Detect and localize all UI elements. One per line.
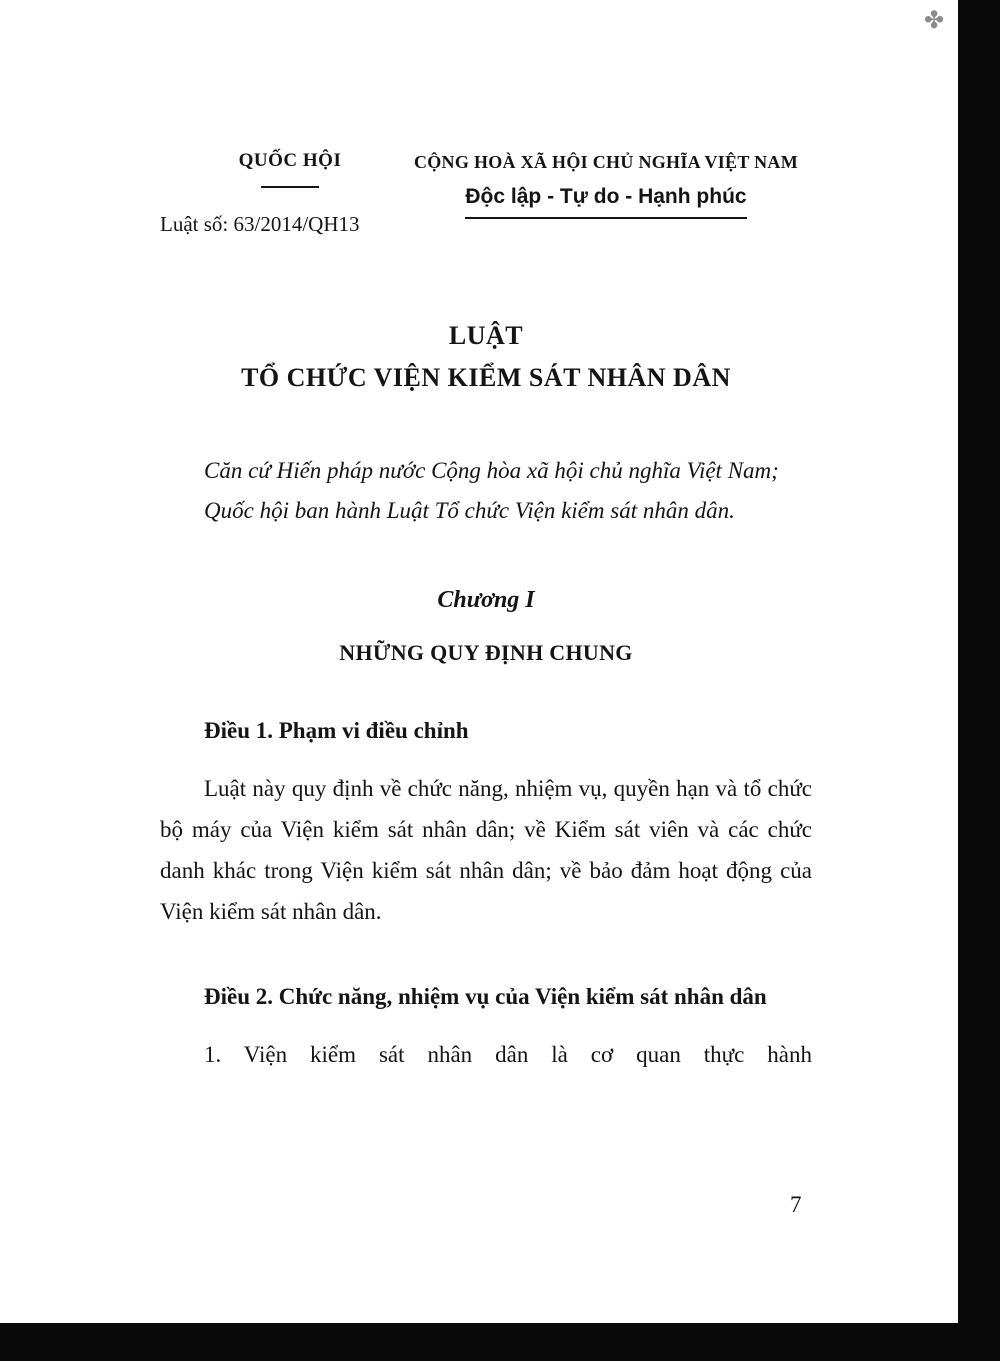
flower-ornament-icon: ✤: [924, 6, 945, 34]
scan-edge-bottom: [0, 1323, 1000, 1361]
preamble: [160, 451, 812, 531]
page-number: 7: [790, 1192, 802, 1217]
scan-edge-right: [958, 0, 1000, 1361]
law-number: Luật số: 63/2014/QH13: [160, 212, 360, 236]
agency-divider-rule: [261, 186, 319, 188]
law-title: [160, 315, 812, 399]
agency-block: [190, 150, 390, 188]
law-title-line1: LUẬT: [448, 321, 524, 350]
article-1-body: Luật này quy định về chức năng, nhiệm vụ, quyền hạn và tổ chức bộ máy của Viện kiểm sát nhân dân; về Kiểm sát viên và các chức danh khác trong Viện kiểm sát nhân dân; về bảo đảm hoạt động của Viện kiểm sát nhân dân.: [160, 776, 812, 924]
law-title-line2: TỔ CHỨC VIỆN KIỂM SÁT NHÂN DÂN: [241, 363, 731, 392]
header-right-column: [400, 150, 812, 219]
national-header: [160, 150, 812, 237]
article-1-heading: Điều 1. Phạm vi điều chỉnh: [204, 718, 469, 743]
header-left-column: [160, 150, 400, 237]
chapter-title: NHỮNG QUY ĐỊNH CHUNG: [339, 640, 633, 665]
national-motto: Độc lập - Tự do - Hạnh phúc: [465, 185, 746, 219]
page-content: [160, 150, 812, 1075]
country-name: CỘNG HOÀ XÃ HỘI CHỦ NGHĨA VIỆT NAM: [413, 152, 799, 172]
article-2-heading: Điều 2. Chức năng, nhiệm vụ của Viện kiểm sát nhân dân: [204, 984, 767, 1009]
preamble-paragraph-1: Căn cứ Hiến pháp nước Cộng hòa xã hội chủ nghĩa Việt Nam;: [204, 458, 779, 483]
chapter-label: Chương I: [437, 587, 535, 613]
article-2-body: 1. Viện kiểm sát nhân dân là cơ quan thực hành: [204, 1042, 812, 1067]
preamble-paragraph-2: Quốc hội ban hành Luật Tổ chức Viện kiểm sát nhân dân.: [204, 498, 735, 523]
agency-name: QUỐC HỘI: [238, 150, 342, 171]
